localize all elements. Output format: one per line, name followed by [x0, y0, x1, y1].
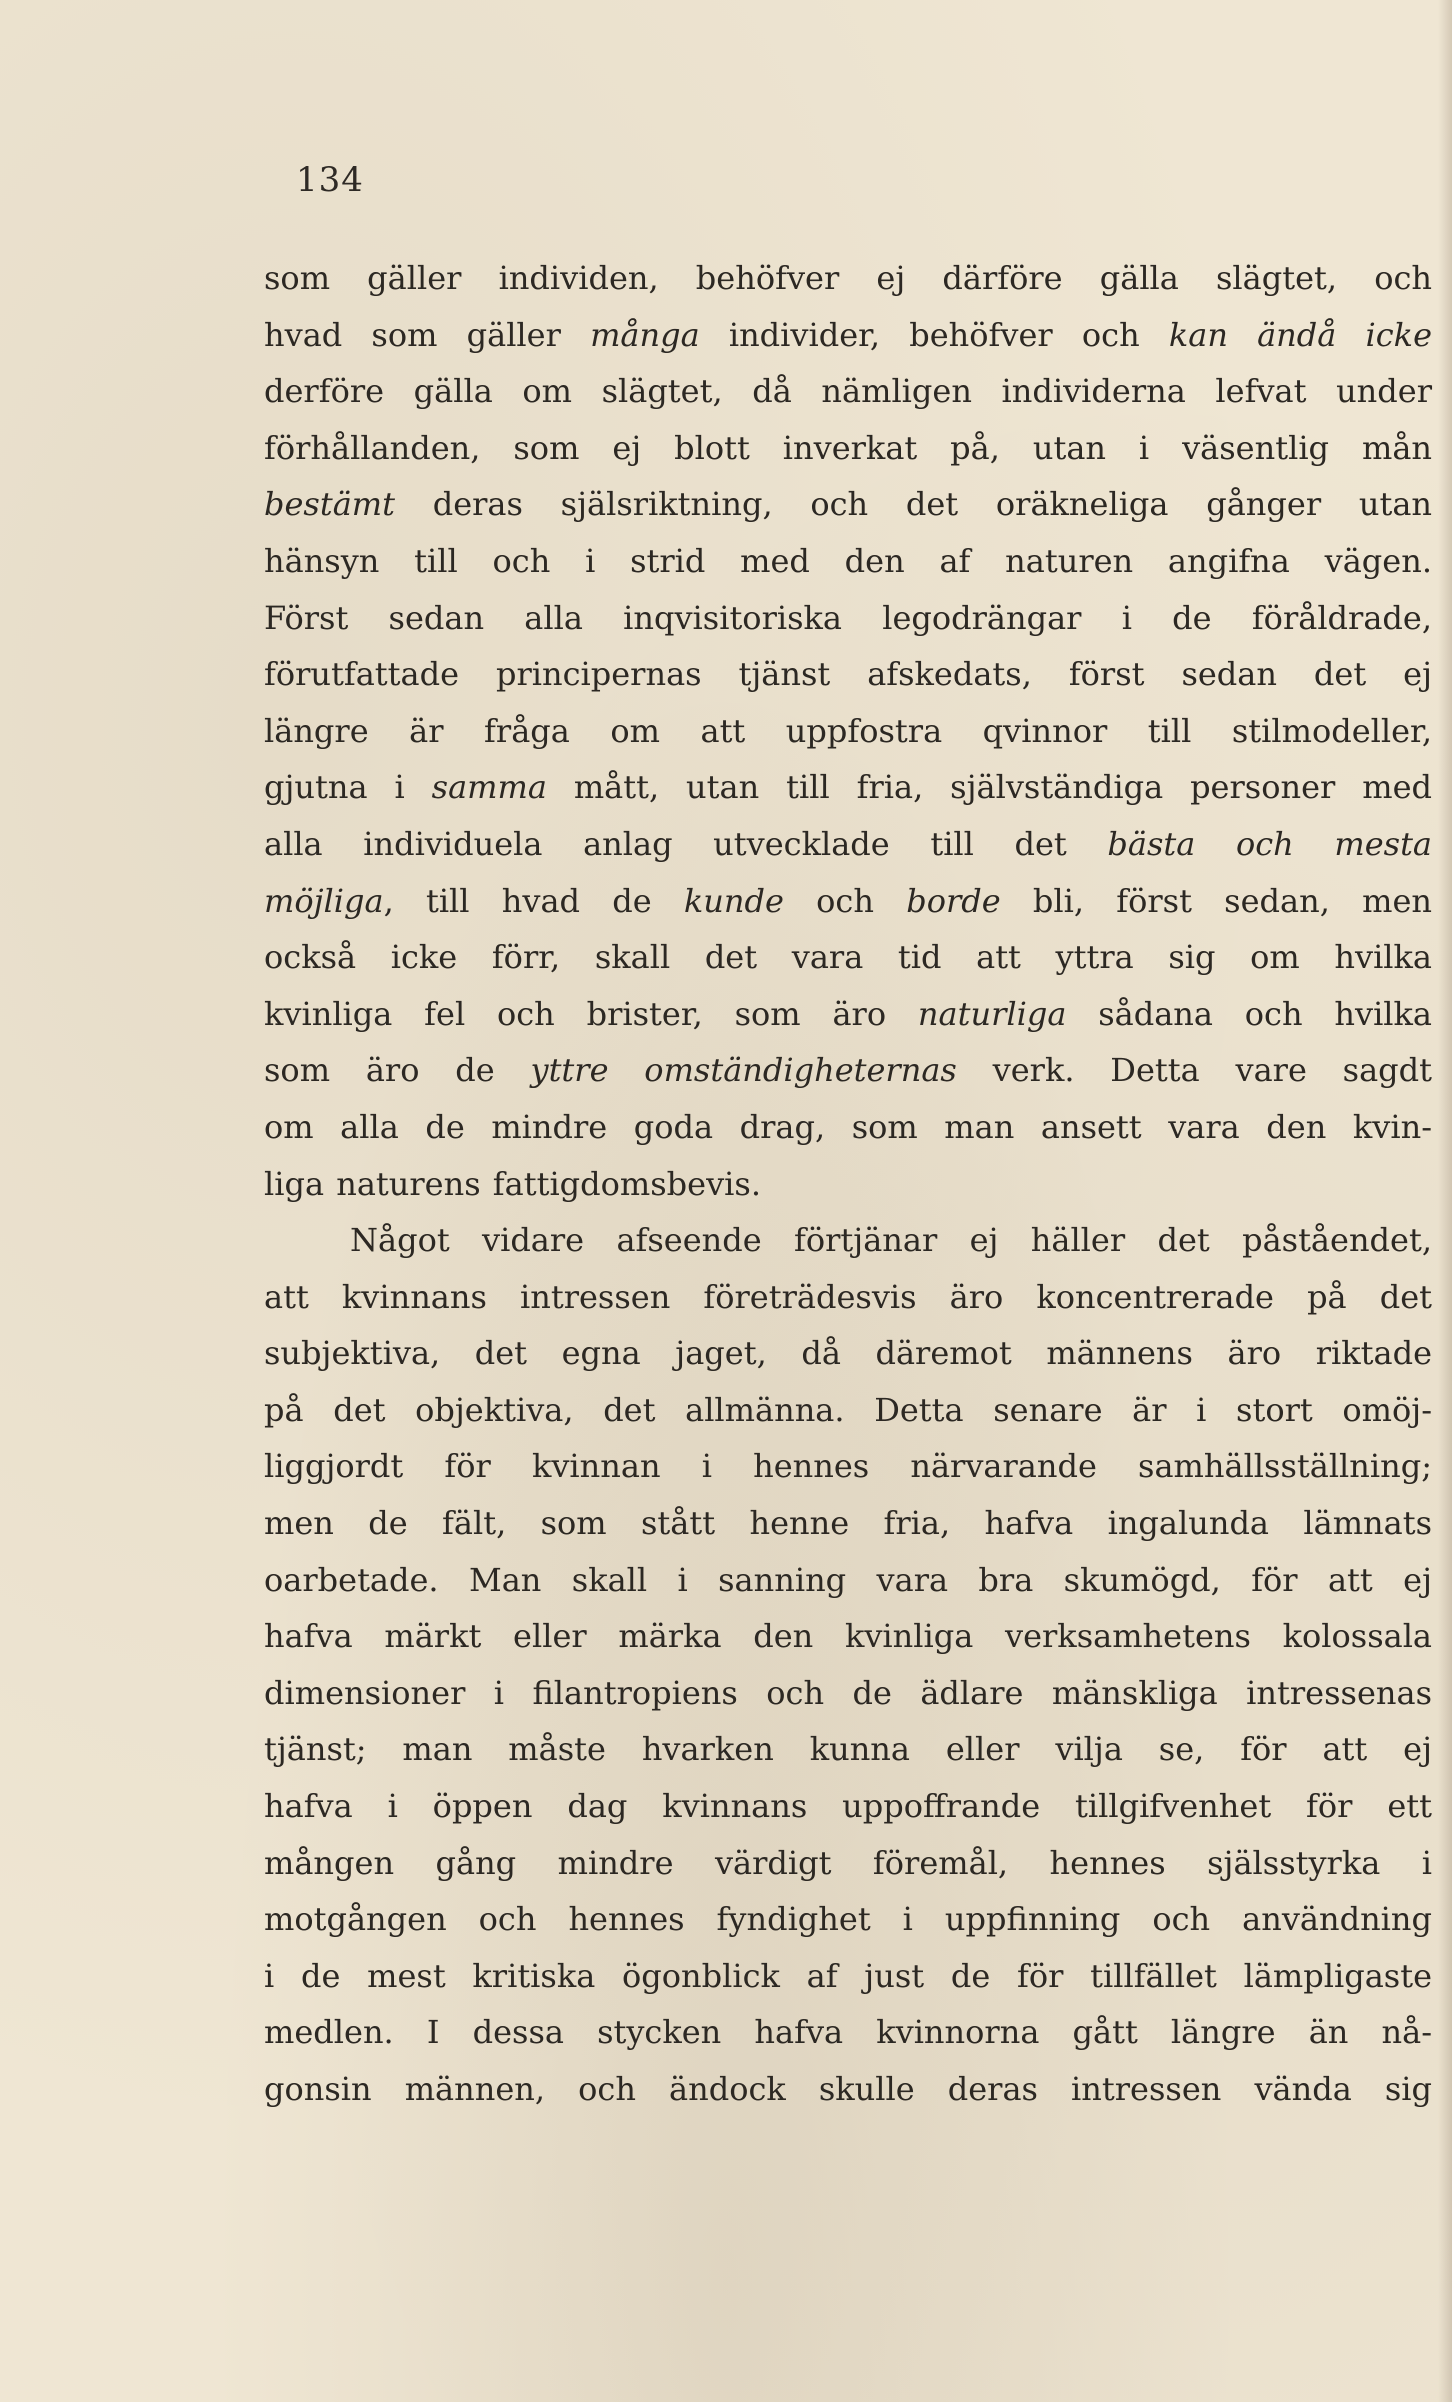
body-text [264, 250, 1432, 2118]
text-line: hvad som gäller många individer, behöfver och kan ändå icke [264, 315, 1432, 354]
text-line: dimensioner i filantropiens och de ädlare mänskliga intressenas [264, 1673, 1432, 1712]
text-line: gonsin männen, och ändock skulle deras intressen vända sig [264, 2070, 1432, 2108]
text-line: liga naturens fattigdomsbevis. [264, 1164, 761, 1203]
text-line: på det objektiva, det allmänna. Detta senare är i stort omöj- [264, 1390, 1432, 1429]
text-line: Först sedan alla inqvisitoriska legodrängar i de föråldrade, [264, 598, 1432, 637]
text-line: Något vidare afseende förtjänar ej häller det påståendet, [350, 1221, 1432, 1260]
text-line: medlen. I dessa stycken hafva kvinnorna gått längre än nå- [264, 2013, 1432, 2052]
text-line: hänsyn till och i strid med den af naturen angifna vägen. [264, 541, 1432, 580]
text-line: att kvinnans intressen företrädesvis äro koncentrerade på det [264, 1277, 1432, 1316]
text-line: mången gång mindre värdigt föremål, hennes själsstyrka i [264, 1843, 1432, 1882]
text-line: längre är fråga om att uppfostra qvinnor till stilmodeller, [264, 711, 1432, 750]
text-line: gjutna i samma mått, utan till fria, självständiga personer med [264, 768, 1433, 807]
text-line: tjänst; man måste hvarken kunna eller vilja se, för att ej [264, 1730, 1432, 1769]
text-line: också icke förr, skall det vara tid att yttra sig om hvilka [264, 938, 1432, 977]
text-line: hafva i öppen dag kvinnans uppoffrande tillgifvenhet för ett [264, 1787, 1432, 1826]
text-line: liggjordt för kvinnan i hennes närvarande samhällsställning; [264, 1447, 1432, 1486]
text-line: kvinliga fel och brister, som äro naturliga sådana och hvilka [264, 994, 1433, 1033]
text-line: förutfattade principernas tjänst afskedats, först sedan det ej [264, 655, 1432, 694]
text-line: som äro de yttre omständigheternas verk. Detta vare sagdt [264, 1051, 1433, 1090]
page-edge-shadow [1438, 0, 1452, 2402]
text-line: alla individuela anlag utvecklade till det bästa och mesta [264, 824, 1432, 863]
text-line: men de fält, som stått henne fria, hafva ingalunda lämnats [264, 1504, 1432, 1543]
text-line: förhållanden, som ej blott inverkat på, utan i väsentlig mån [264, 428, 1432, 467]
text-line: som gäller individen, behöfver ej därföre gälla slägtet, och [264, 259, 1432, 297]
text-line: i de mest kritiska ögonblick af just de för tillfället lämpligaste [264, 1956, 1432, 1995]
text-line: om alla de mindre goda drag, som man ansett vara den kvin- [264, 1107, 1432, 1146]
text-line: subjektiva, det egna jaget, då däremot männens äro riktade [264, 1334, 1432, 1373]
text-line: bestämt deras själsriktning, och det oräkneliga gånger utan [264, 485, 1432, 524]
text-line: hafva märkt eller märka den kvinliga verksamhetens kolossala [264, 1617, 1432, 1656]
page-number: 134 [296, 160, 364, 200]
text-line: oarbetade. Man skall i sanning vara bra skumögd, för att ej [264, 1560, 1432, 1599]
text-line: möjliga, till hvad de kunde och borde bli, först sedan, men [264, 881, 1433, 920]
text-line: derföre gälla om slägtet, då nämligen individerna lefvat under [264, 372, 1432, 411]
text-line: motgången och hennes fyndighet i uppfinning och användning [264, 1900, 1432, 1939]
